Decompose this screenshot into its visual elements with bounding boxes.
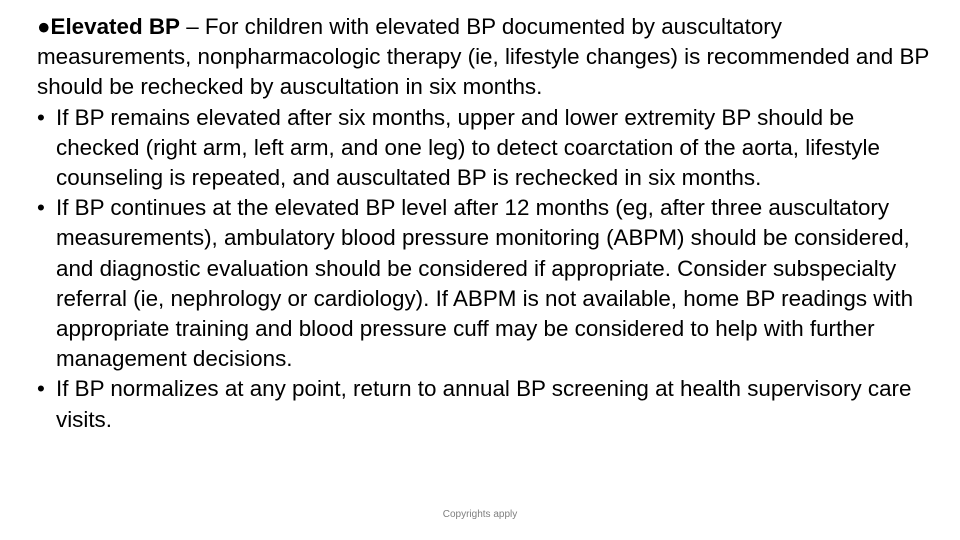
bullet-text: If BP remains elevated after six months, upper and lower extremity BP should be checked (right arm, left arm, and one leg) to detect coarctation of the aorta, lifestyle counseling is repeated, and auscultated BP is rechecked in six months. <box>56 104 880 191</box>
lead-term: Elevated BP <box>50 14 180 39</box>
bullet-text: If BP continues at the elevated BP level after 12 months (eg, after three auscultatory measurements), ambulatory blood pressure monitoring (ABPM) should be considered, and diagnostic evaluation should be considered if appropriate. Consider subspecialty referral (ie, nephrology or cardiology). If ABPM is not available, home BP readings with appropriate training and blood pressure cuff may be considered to help with further management decisions. <box>56 195 914 372</box>
bullet-marker: • <box>37 376 45 402</box>
lead-text: – For children with elevated BP documented by auscultatory measurements, nonpharmacologic therapy (ie, lifestyle changes) is recommended and BP should be rechecked by auscultation in six months. <box>37 14 929 100</box>
slide-content <box>37 12 942 435</box>
bullet-item <box>37 374 942 434</box>
bullet-marker: • <box>37 195 45 221</box>
copyright-footer: Copyrights apply <box>442 509 518 520</box>
lead-paragraph <box>37 12 942 103</box>
bullet-item <box>37 103 942 194</box>
bullet-marker: • <box>37 104 45 130</box>
bullet-item <box>37 193 942 374</box>
bullet-text: If BP normalizes at any point, return to annual BP screening at health supervisory care visits. <box>56 376 912 432</box>
bullet-list <box>37 103 942 435</box>
lead-bullet: ● <box>37 14 51 39</box>
